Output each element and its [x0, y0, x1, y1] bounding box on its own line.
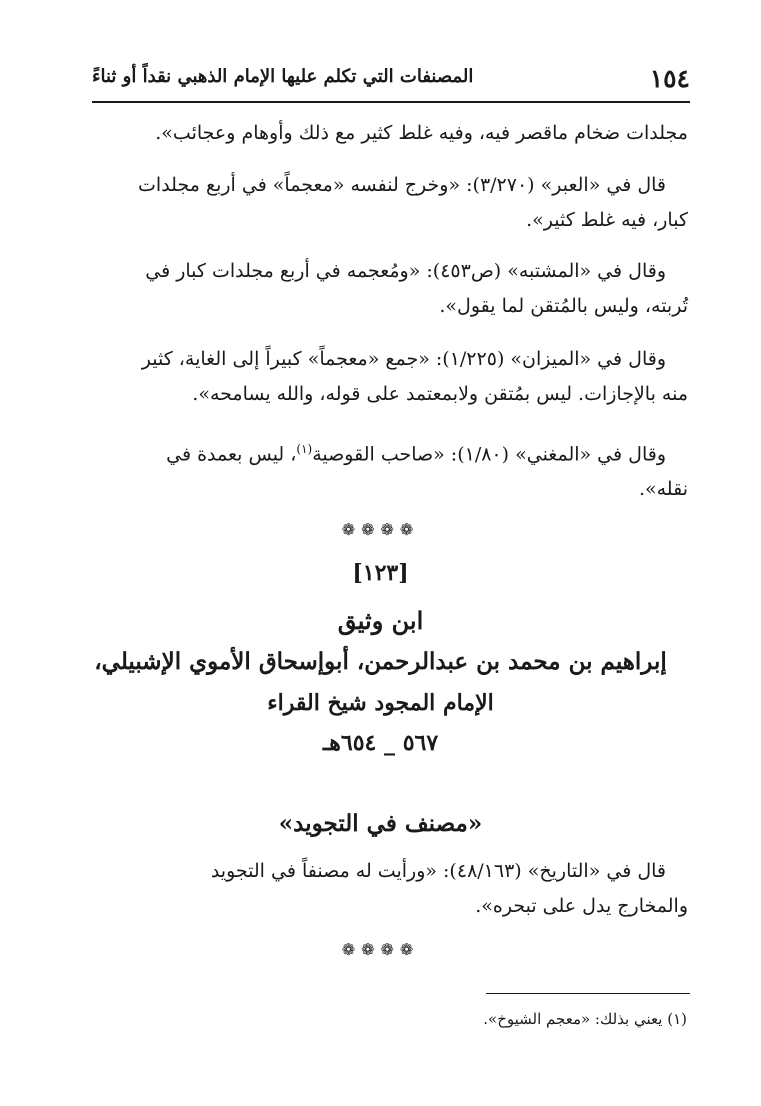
paragraph-al-tarikh: [94, 854, 688, 924]
entry-number: [١٢٣]: [352, 560, 409, 586]
entry-full-name: إبراهيم بن محمد بن عبدالرحمن، أبوإسحاق الأموي الإشبيلي،: [94, 648, 667, 675]
text-segment: وقال في «المغني» (١/٨٠): «صاحب القوصية: [312, 443, 666, 466]
text-segment: ، ليس بعمدة في: [166, 443, 297, 466]
paragraph-line: وقال في «المشتبه» (ص٤٥٣): «ومُعجمه في أربع مجلدات كبار في: [145, 260, 666, 282]
page-header: [92, 60, 690, 100]
paragraph-line: تُربته، وليس بالمُتقن لما يقول».: [439, 295, 688, 317]
page-number: ١٥٤: [649, 64, 690, 93]
paragraph-line: والمخارج يدل على تبحره».: [475, 895, 688, 917]
running-title: المصنفات التي تكلم عليها الإمام الذهبي نقداً أو ثناءً: [92, 66, 474, 87]
paragraph-al-mughni: [94, 432, 688, 507]
paragraph-al-ibar: [94, 168, 688, 238]
paragraph-line: نقله».: [638, 478, 688, 501]
paragraph-line: قال في «العبر» (٣/٢٧٠): «وخرج لنفسه «معجماً» في أربع مجلدات: [138, 174, 666, 196]
footnote-rule: [486, 993, 690, 994]
paragraph-line: كبار، فيه غلط كثير».: [526, 209, 688, 231]
entry-name: ابن وثيق: [337, 606, 424, 635]
footnote-marker: (١): [296, 442, 313, 456]
section-title: «مصنف في التجويد»: [278, 810, 483, 837]
section-separator: ❁❁❁❁: [341, 940, 420, 959]
entry-years: ٥٦٧ _ ٦٥٤هـ: [322, 730, 439, 756]
paragraph-line: [94, 432, 688, 472]
footnote: (١) يعني بذلك: «معجم الشيوخ».: [483, 1010, 687, 1028]
paragraph-line: قال في «التاريخ» (٤٨/١٦٣): «ورأيت له مصنفاً في التجويد: [210, 860, 666, 882]
paragraph-continuation: [94, 116, 688, 151]
header-rule: [92, 101, 690, 103]
paragraph-al-mizan: [94, 342, 688, 412]
entry-description: الإمام المجود شيخ القراء: [267, 690, 494, 716]
paragraph-al-mushtabih: [94, 254, 688, 324]
section-separator: ❁❁❁❁: [341, 520, 420, 539]
paragraph-line: مجلدات ضخام ماقصر فيه، وفيه غلط كثير مع ذلك وأوهام وعجائب».: [155, 122, 688, 144]
paragraph-line: منه بالإجازات. ليس بمُتقن ولابمعتمد على قوله، والله يسامحه».: [192, 383, 688, 405]
paragraph-line: وقال في «الميزان» (١/٢٢٥): «جمع «معجماً» كبيراً إلى الغاية، كثير: [141, 348, 666, 370]
